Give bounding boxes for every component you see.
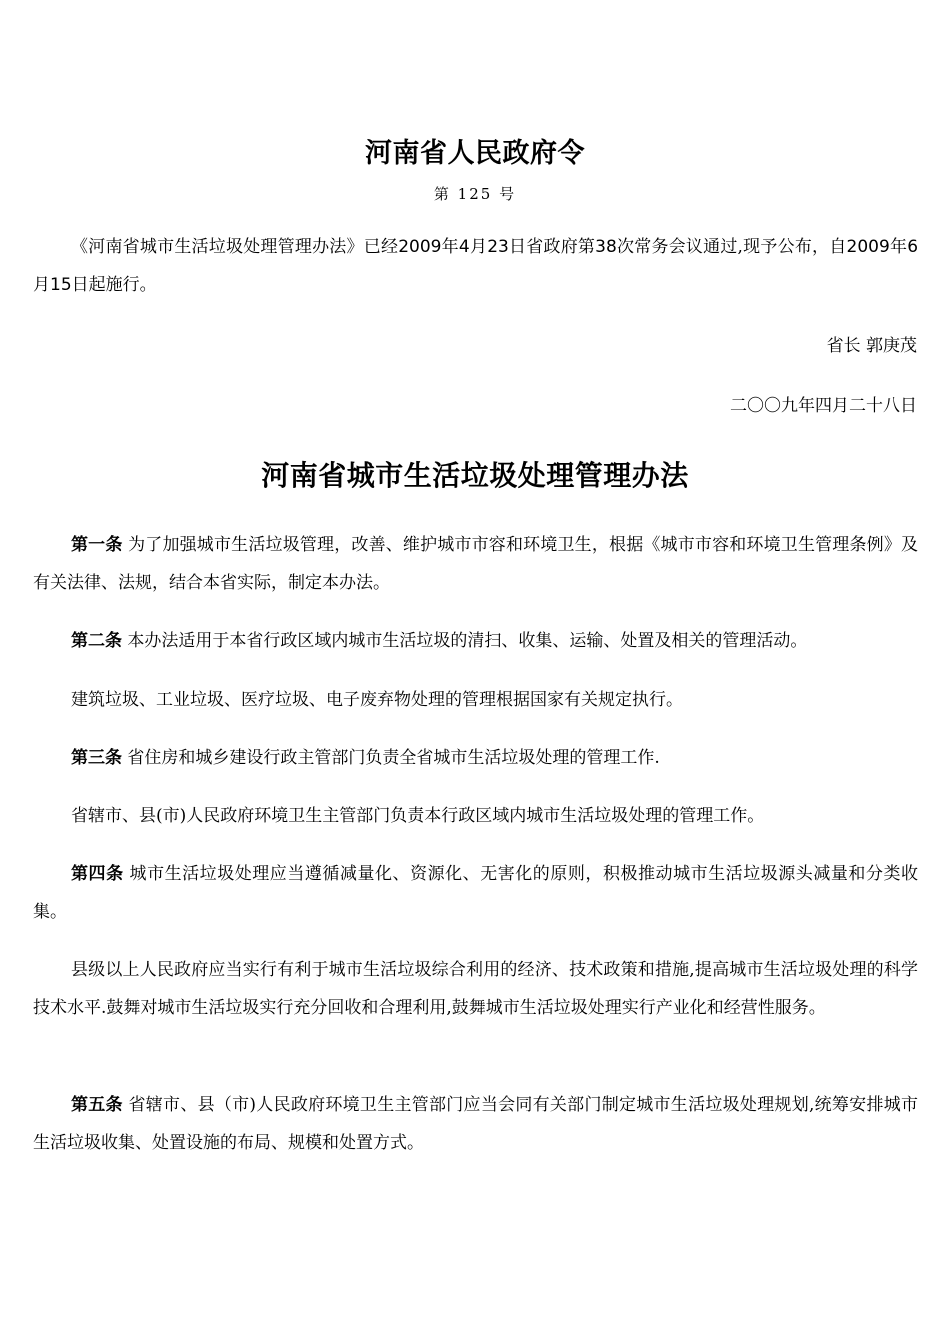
article-text: 省辖市、县（市)人民政府环境卫生主管部门应当会同有关部门制定城市生活垃圾处理规划,统筹安排城市生活垃圾收集、处置设施的布局、规模和处置方式。 — [33, 1095, 919, 1153]
article-3 — [33, 739, 918, 777]
announcement-paragraph — [33, 228, 918, 304]
article-label: 第三条 — [71, 748, 122, 768]
signer: 省长 郭庚茂 — [826, 336, 917, 356]
order-title: 河南省人民政府令 — [365, 138, 585, 169]
effective-month: 6 — [907, 237, 919, 257]
article-3-paragraph-2 — [33, 797, 918, 835]
article-label: 第五条 — [71, 1095, 123, 1115]
announcement-text: 日省政府第 — [508, 237, 596, 257]
announcement-text: 《河南省城市生活垃圾处理管理办法》已经 — [71, 237, 399, 257]
announcement-text: 年 — [889, 237, 908, 257]
law-title: 河南省城市生活垃圾处理管理办法 — [261, 459, 689, 492]
article-4 — [33, 855, 918, 931]
announcement-session: 38 — [595, 237, 617, 257]
article-text: 省住房和城乡建设行政主管部门负责全省城市生活垃圾处理的管理工作. — [122, 748, 660, 768]
announcement-text: 日起施行。 — [71, 275, 157, 295]
article-text: 建筑垃圾、工业垃圾、医疗垃圾、电子废弃物处理的管理根据国家有关规定执行。 — [71, 690, 683, 710]
article-text: 省辖市、县(市)人民政府环境卫生主管部门负责本行政区域内城市生活垃圾处理的管理工作。 — [71, 806, 765, 826]
announcement-text: 月 — [469, 237, 488, 257]
article-label: 第二条 — [71, 631, 122, 651]
announcement-year: 2009 — [398, 237, 442, 257]
article-label: 第一条 — [71, 535, 123, 555]
article-text: 本办法适用于本省行政区域内城市生活垃圾的清扫、收集、运输、处置及相关的管理活动。 — [122, 631, 808, 651]
effective-year: 2009 — [846, 237, 890, 257]
article-text: 县级以上人民政府应当实行有利于城市生活垃圾综合利用的经济、技术政策和措施,提高城市生活垃圾处理的科学技术水平.鼓舞对城市生活垃圾实行充分回收和合理利用,鼓舞城市生活垃圾处理实行产业化和经营性服务。 — [33, 960, 918, 1018]
announcement-day: 23 — [487, 237, 509, 257]
article-2 — [33, 622, 918, 660]
announcement-text: 年 — [441, 237, 459, 257]
article-5 — [33, 1086, 918, 1162]
announcement-month: 4 — [458, 237, 470, 257]
article-4-paragraph-2 — [33, 951, 918, 1027]
article-text: 为了加强城市生活垃圾管理，改善、维护城市市容和环境卫生，根据《城市市容和环境卫生管理条例》及有关法律、法规，结合本省实际，制定本办法。 — [33, 535, 919, 593]
article-2-paragraph-2 — [33, 681, 918, 719]
announcement-text: 次常务会议通过,现予公布，自 — [616, 237, 847, 257]
article-1 — [33, 526, 918, 602]
article-text: 城市生活垃圾处理应当遵循减量化、资源化、无害化的原则，积极推动城市生活垃圾源头减量和分类收集。 — [33, 864, 919, 922]
order-date: 二〇〇九年四月二十八日 — [730, 396, 917, 416]
effective-day: 15 — [50, 275, 72, 295]
article-label: 第四条 — [71, 864, 124, 884]
announcement-text: 月 — [33, 275, 50, 295]
order-number: 第 125 号 — [433, 185, 517, 203]
